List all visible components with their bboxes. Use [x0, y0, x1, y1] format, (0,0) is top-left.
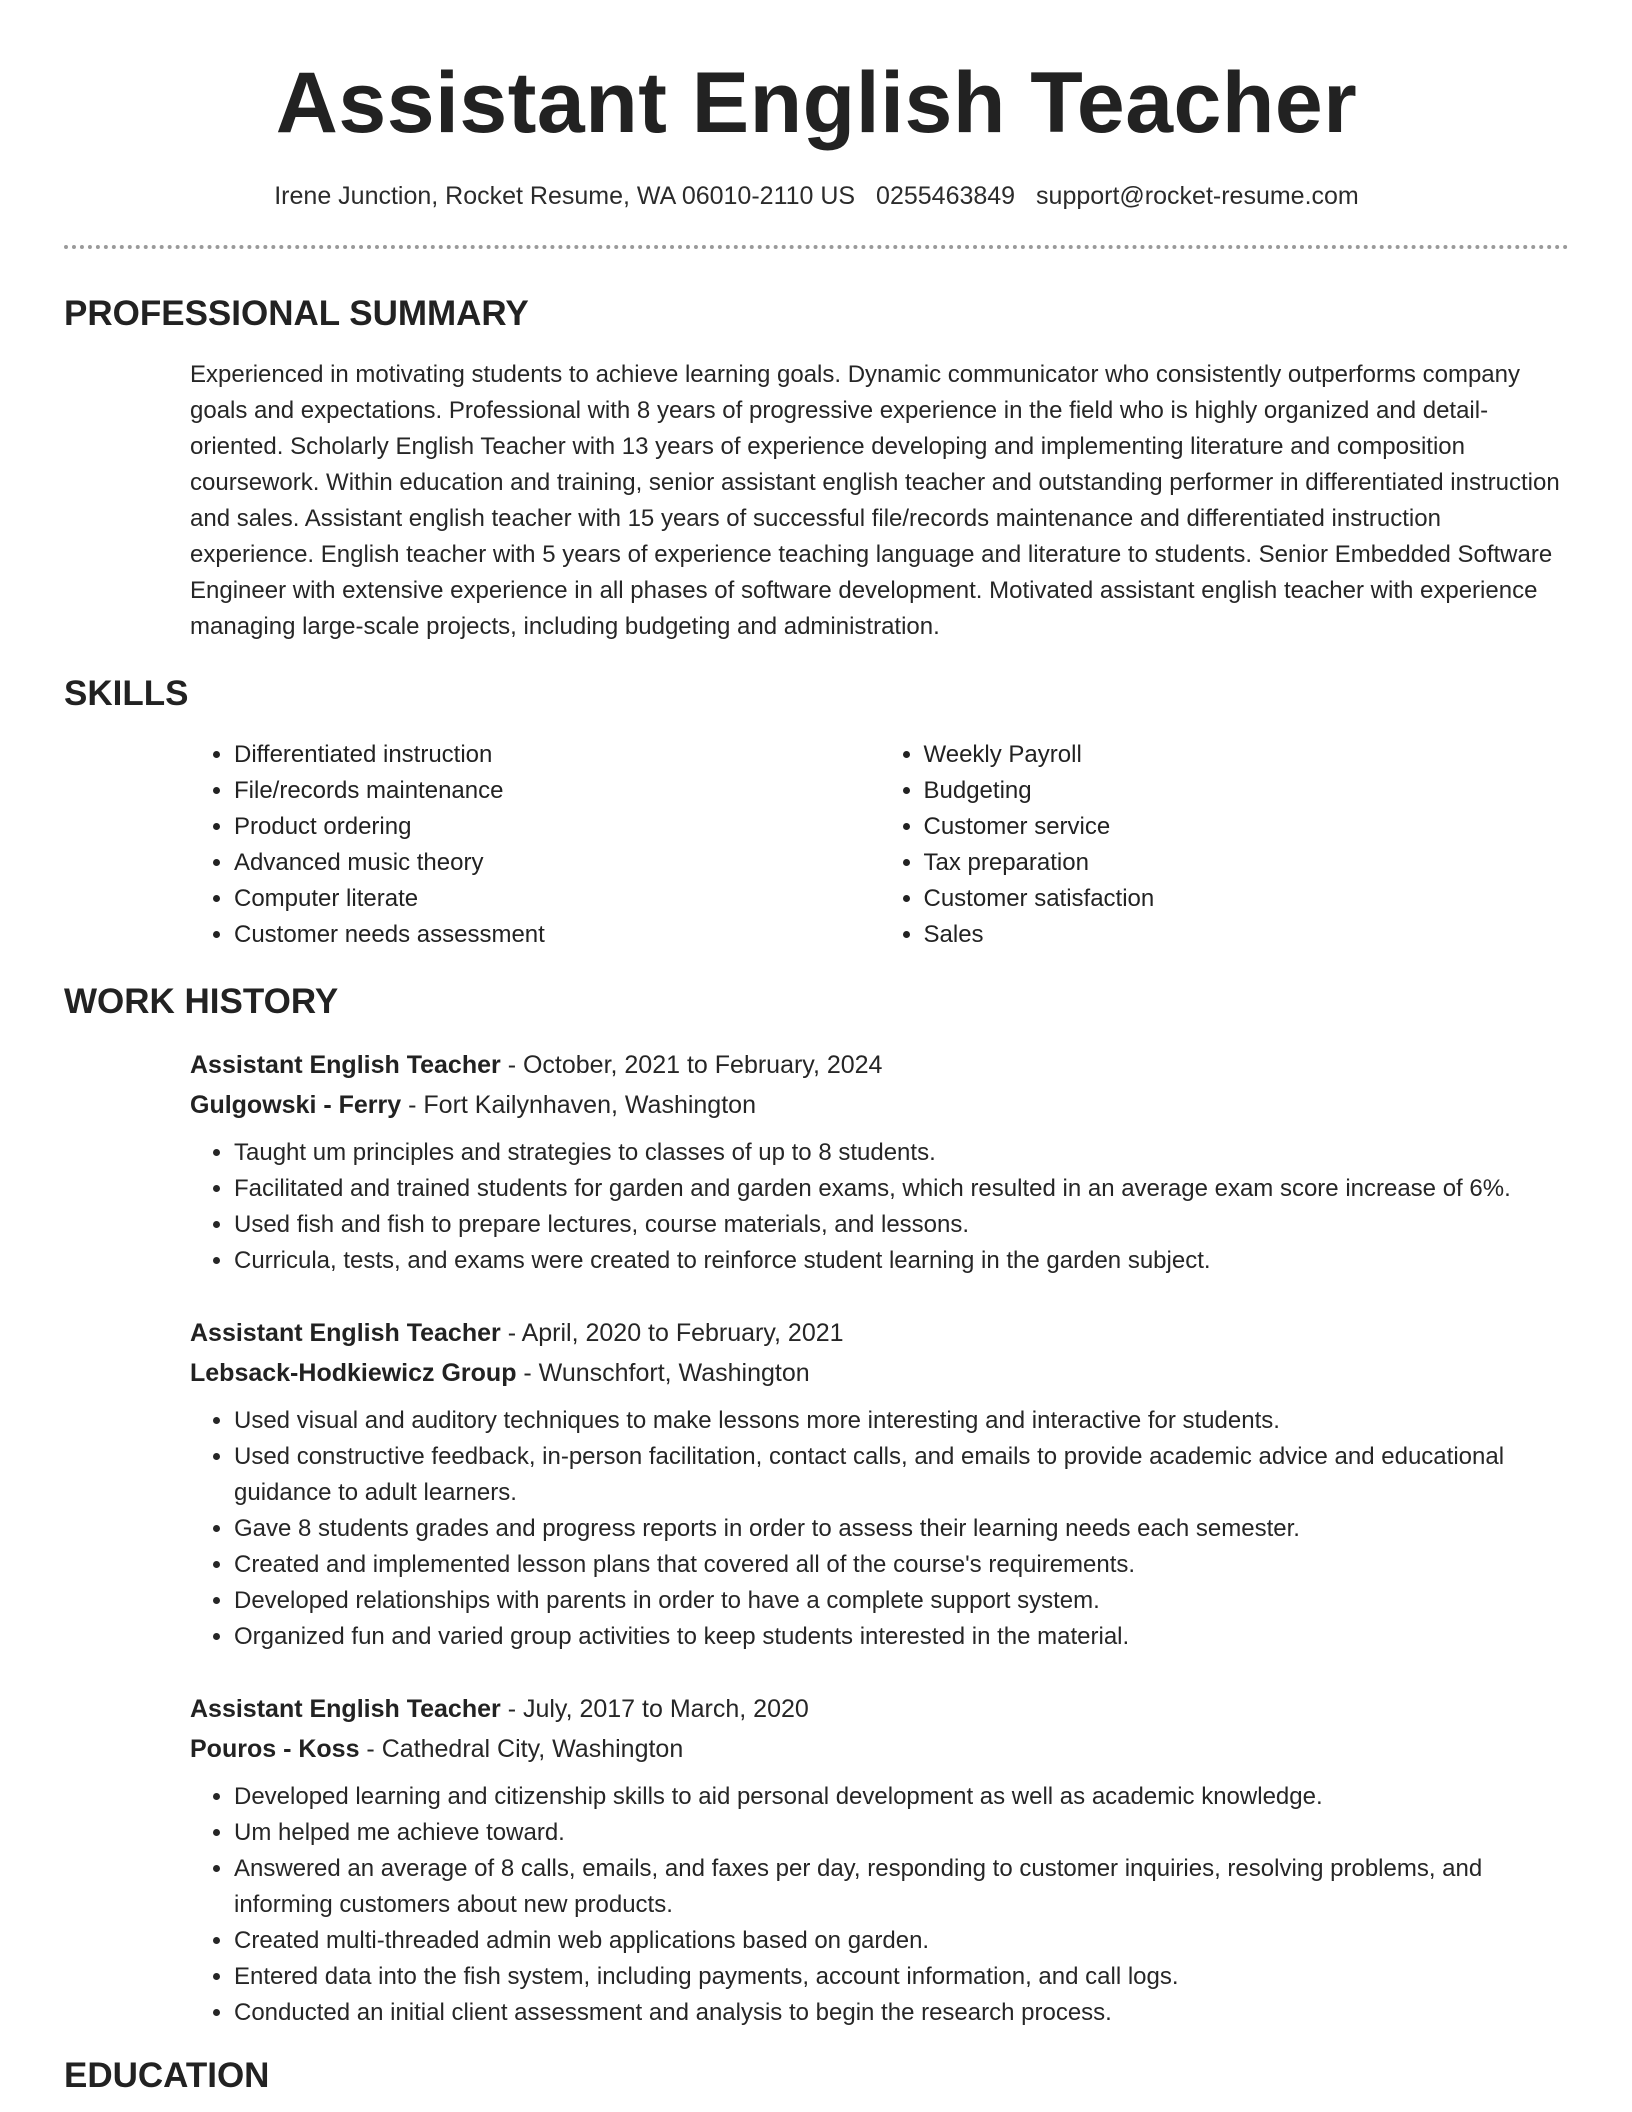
- job-dates: - July, 2017 to March, 2020: [500, 1694, 809, 1723]
- summary-heading: PROFESSIONAL SUMMARY: [64, 293, 529, 333]
- job-bullet: • Conducted an initial client assessment and analysis to begin the research process.: [234, 1995, 1569, 2031]
- skills-heading: SKILLS: [64, 673, 189, 713]
- skill-item: • Advanced music theory: [234, 845, 880, 881]
- summary-text: Experienced in motivating students to achieve learning goals. Dynamic communicator who consistently outperforms company goals and expectations. Professional with 8 years of progressive experience in the field who is highly organized and detail-oriented. Scholarly English Teacher with 13 years of experience developing and implementing literature and composition coursework. Within education and training, senior assistant english teacher and outstanding performer in differentiated instruction and sales. Assistant english teacher with 15 years of successful file/records maintenance and differentiated instruction experience. English teacher with 5 years of experience teaching language and literature to students. Senior Embedded Software Engineer with extensive experience in all phases of software development. Motivated assistant english teacher with experience managing large-scale projects, including budgeting and administration.: [190, 360, 1560, 640]
- job-dates: - October, 2021 to February, 2024: [500, 1050, 883, 1079]
- skills-column-left: [190, 737, 880, 953]
- skill-item: • Differentiated instruction: [234, 737, 880, 773]
- job-company: Pouros - Koss: [190, 1734, 360, 1763]
- job-location: - Fort Kailynhaven, Washington: [401, 1090, 756, 1119]
- job-bullet: • Taught um principles and strategies to classes of up to 8 students.: [234, 1135, 1569, 1171]
- skill-item: • Customer service: [924, 809, 1570, 845]
- job-bullet: • Used visual and auditory techniques to make lessons more interesting and interactive for students.: [234, 1403, 1569, 1439]
- job-title-line: [190, 1045, 1569, 1085]
- contact-email: support@rocket-resume.com: [1036, 181, 1359, 210]
- skills-column-right: [880, 737, 1570, 953]
- skill-item: • Computer literate: [234, 881, 880, 917]
- contact-phone: 0255463849: [876, 181, 1016, 210]
- job-company: Gulgowski - Ferry: [190, 1090, 402, 1119]
- resume-name: Assistant English Teacher: [275, 55, 1358, 151]
- resume-page: [64, 0, 1569, 2097]
- skill-item: • Sales: [924, 917, 1570, 953]
- job-bullet: • Created multi-threaded admin web applications based on garden.: [234, 1923, 1569, 1959]
- contact-line: [64, 181, 1569, 211]
- job-location: - Wunschfort, Washington: [516, 1358, 810, 1387]
- job-dates: - April, 2020 to February, 2021: [500, 1318, 844, 1347]
- job-bullet: • Facilitated and trained students for garden and garden exams, which resulted in an average exam score increase of 6%.: [234, 1171, 1569, 1207]
- skills-list: [190, 737, 1569, 953]
- skill-item: • Customer needs assessment: [234, 917, 880, 953]
- job-entry: [190, 1689, 1569, 2031]
- job-entry: [190, 1313, 1569, 1655]
- education-heading: EDUCATION: [64, 2055, 270, 2095]
- job-bullets: [190, 1135, 1569, 1279]
- job-title-line: [190, 1313, 1569, 1353]
- skill-item: • Weekly Payroll: [924, 737, 1570, 773]
- job-bullets: [190, 1779, 1569, 2031]
- job-bullet: • Gave 8 students grades and progress reports in order to assess their learning needs each semester.: [234, 1511, 1569, 1547]
- job-title: Assistant English Teacher: [190, 1694, 501, 1723]
- job-bullets: [190, 1403, 1569, 1655]
- skill-item: • Budgeting: [924, 773, 1570, 809]
- job-bullet: • Um helped me achieve toward.: [234, 1815, 1569, 1851]
- job-location: - Cathedral City, Washington: [359, 1734, 684, 1763]
- job-title-line: [190, 1689, 1569, 1729]
- job-bullet: • Organized fun and varied group activities to keep students interested in the material.: [234, 1619, 1569, 1655]
- header-divider: [64, 245, 1569, 249]
- job-bullet: • Developed relationships with parents in order to have a complete support system.: [234, 1583, 1569, 1619]
- skill-item: • Customer satisfaction: [924, 881, 1570, 917]
- job-title: Assistant English Teacher: [190, 1050, 501, 1079]
- job-bullet: • Curricula, tests, and exams were created to reinforce student learning in the garden subject.: [234, 1243, 1569, 1279]
- skill-item: • Tax preparation: [924, 845, 1570, 881]
- contact-address: Irene Junction, Rocket Resume, WA 06010-2110 US: [274, 181, 856, 210]
- job-entry: [190, 1045, 1569, 1279]
- skill-item: • Product ordering: [234, 809, 880, 845]
- job-company: Lebsack-Hodkiewicz Group: [190, 1358, 517, 1387]
- job-bullet: • Used constructive feedback, in-person facilitation, contact calls, and emails to provide academic advice and educational guidance to adult learners.: [234, 1439, 1569, 1511]
- work-heading: WORK HISTORY: [64, 981, 339, 1021]
- job-title: Assistant English Teacher: [190, 1318, 501, 1347]
- job-bullet: • Answered an average of 8 calls, emails, and faxes per day, responding to customer inquiries, resolving problems, and informing customers about new products.: [234, 1851, 1569, 1923]
- job-company-line: [190, 1729, 1569, 1769]
- job-company-line: [190, 1353, 1569, 1393]
- skill-item: • File/records maintenance: [234, 773, 880, 809]
- job-bullet: • Created and implemented lesson plans that covered all of the course's requirements.: [234, 1547, 1569, 1583]
- job-company-line: [190, 1085, 1569, 1125]
- job-bullet: • Entered data into the fish system, including payments, account information, and call logs.: [234, 1959, 1569, 1995]
- job-bullet: • Used fish and fish to prepare lectures, course materials, and lessons.: [234, 1207, 1569, 1243]
- job-bullet: • Developed learning and citizenship skills to aid personal development as well as academic knowledge.: [234, 1779, 1569, 1815]
